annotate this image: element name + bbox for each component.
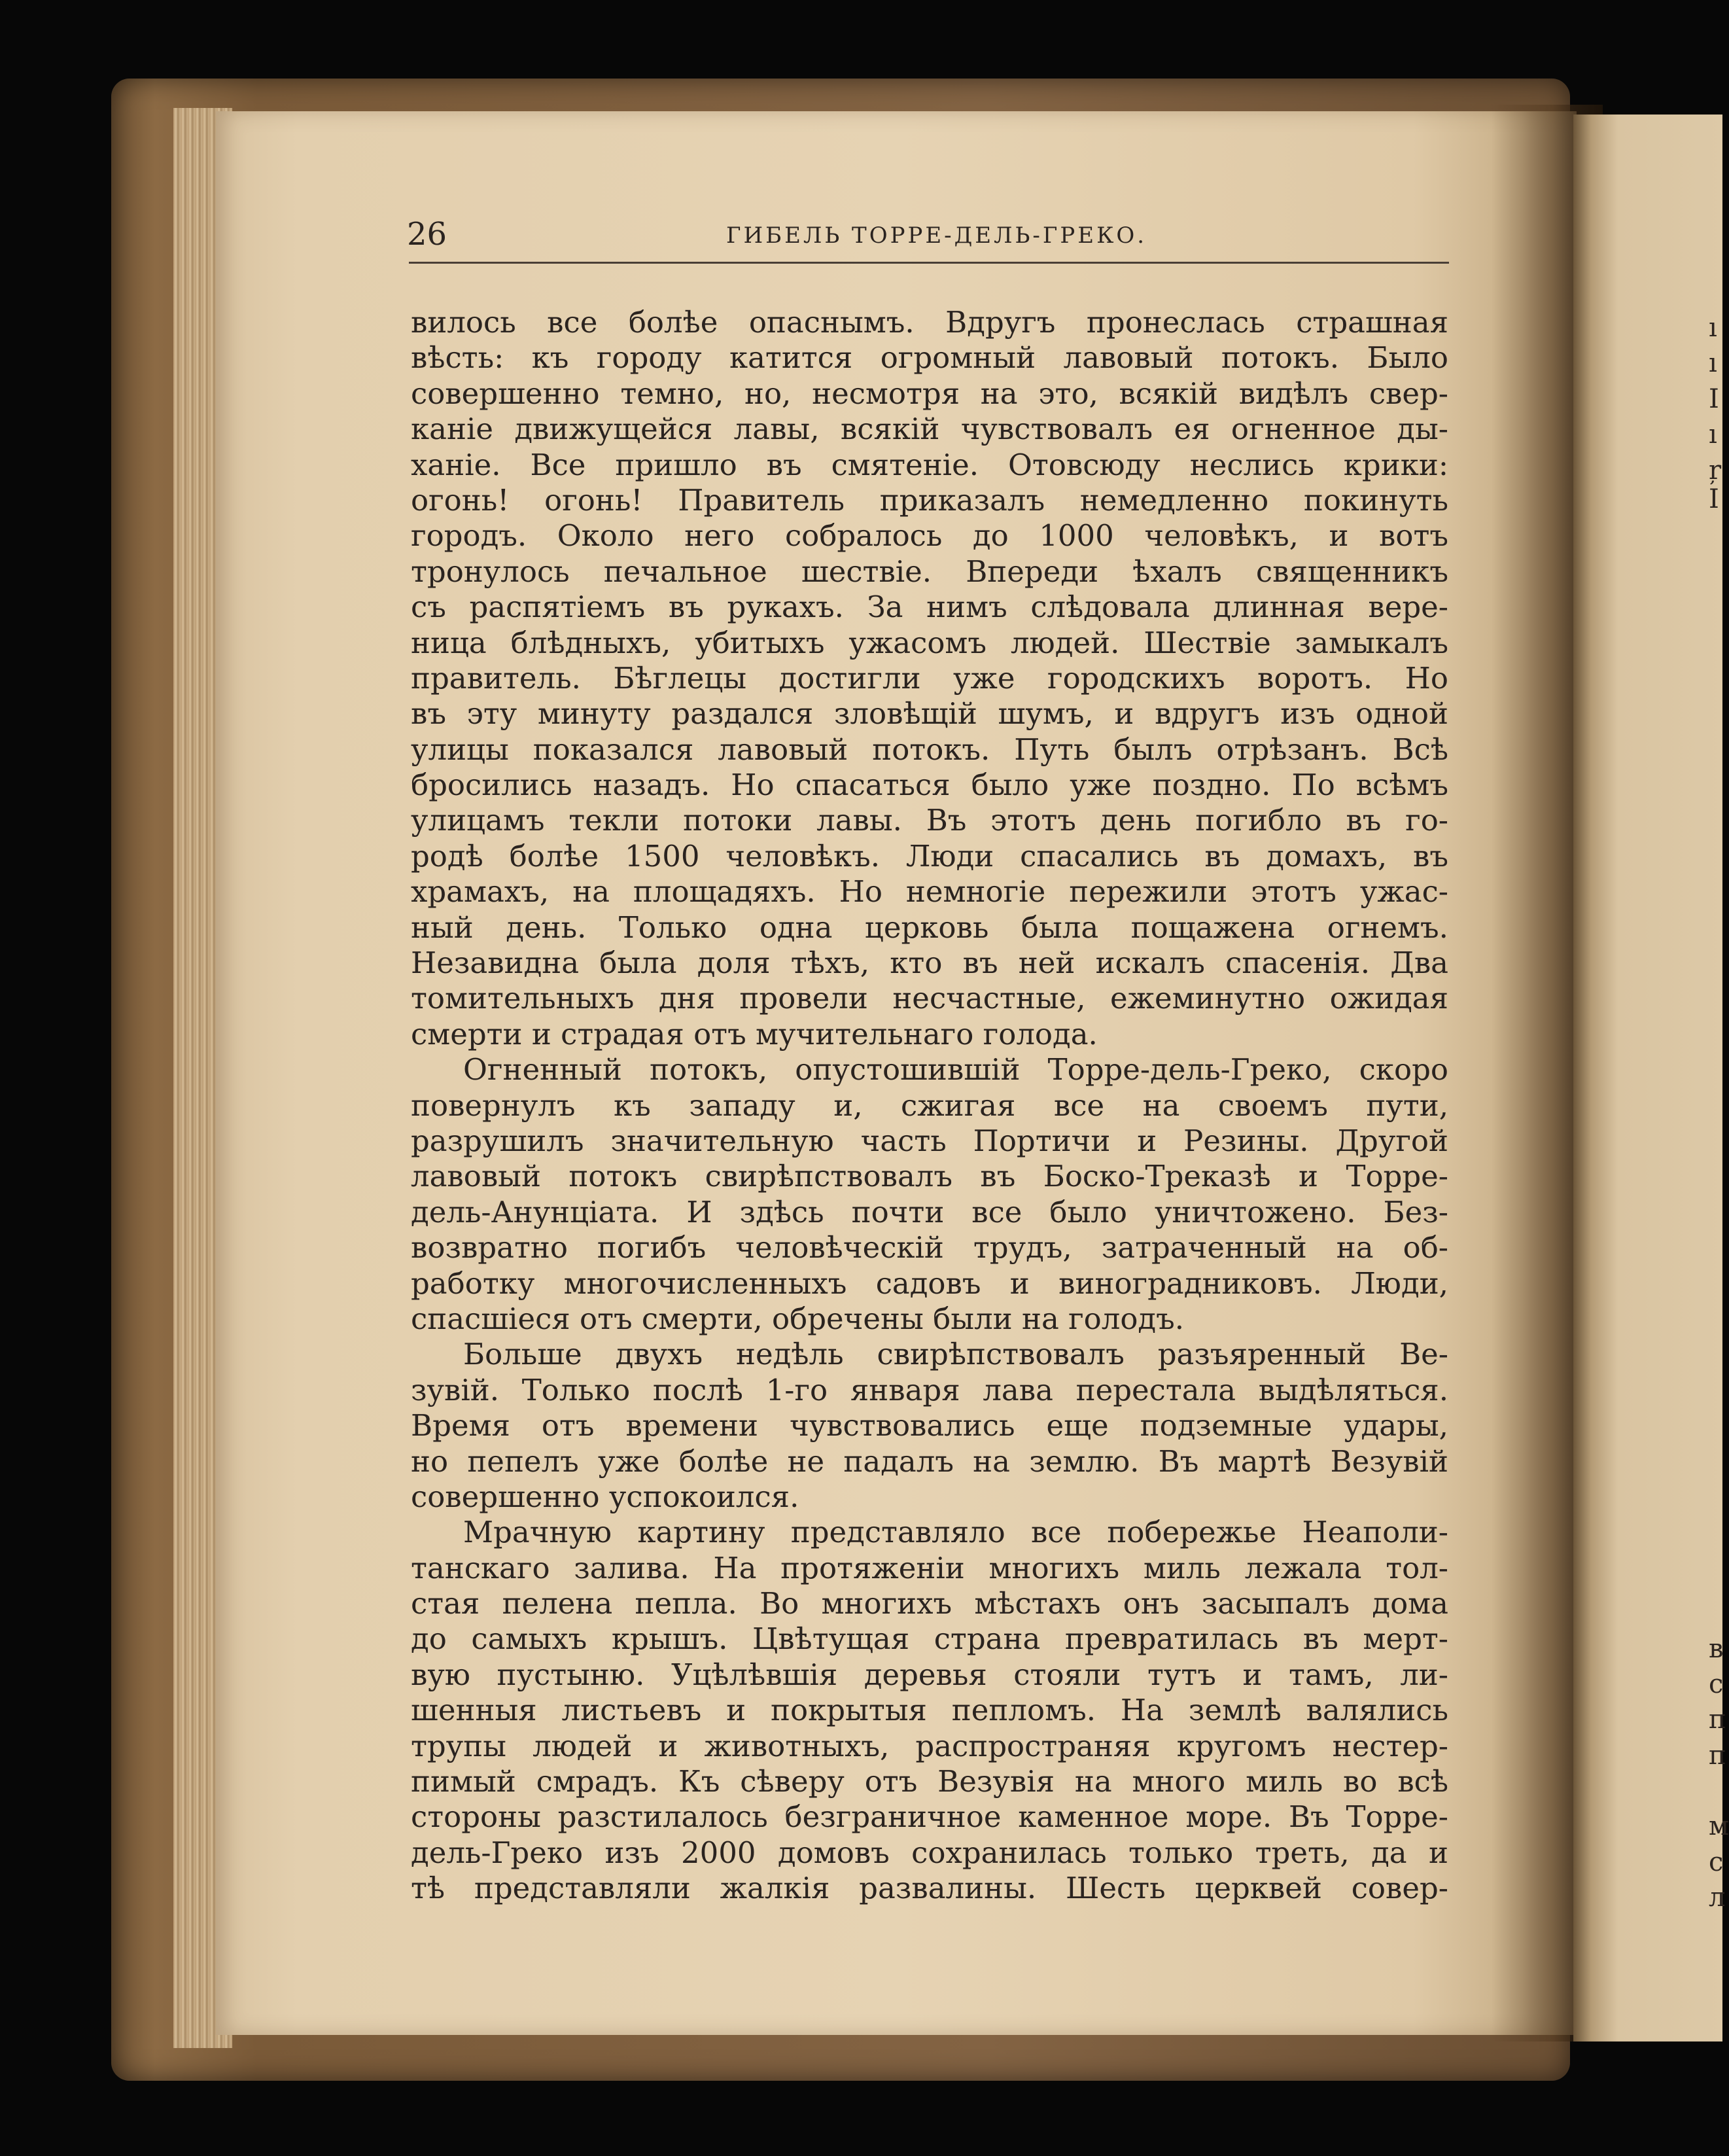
facing-letter: м — [1709, 1811, 1729, 1841]
text-line: огонь! огонь! Правитель приказалъ немедленно покинуть — [411, 482, 1448, 518]
text-line: Время отъ времени чувствовались еще подземные удары, — [411, 1408, 1448, 1443]
text-line: повернулъ къ западу и, сжигая все на своемъ пути, — [411, 1087, 1448, 1123]
text-line: храмахъ, на площадяхъ. Но немногіе пережили этотъ ужас- — [411, 874, 1448, 910]
text-line: спасшіеся отъ смерти, обречены были на голодъ. — [411, 1301, 1185, 1336]
facing-letter: I — [1709, 384, 1719, 414]
text-line: зувій. Только послѣ 1-го января лава перестала выдѣляться. — [411, 1372, 1448, 1407]
text-line: вую пустыню. Уцѣлѣвшія деревья стояли тутъ и тамъ, ли- — [411, 1657, 1448, 1692]
text-line: стороны разстилалось безграничное каменное море. Въ Торре- — [411, 1799, 1448, 1835]
text-line: совершенно успокоился. — [411, 1479, 799, 1514]
running-head: ГИБЕЛЬ ТОРРЕ-ДЕЛЬ-ГРЕКО. — [726, 222, 1147, 249]
text-line: лавовый потокъ свирѣпствовалъ въ Боско-Треказѣ и Торре- — [411, 1159, 1448, 1194]
text-line: бросились назадъ. Но спасаться было уже поздно. По всѣмъ — [411, 768, 1448, 803]
text-line: стая пелена пепла. Во многихъ мѣстахъ онъ засыпалъ дома — [411, 1586, 1448, 1621]
text-line: тронулось печальное шествіе. Впереди ѣхалъ священникъ — [411, 554, 1448, 589]
text-line: родѣ болѣе 1500 человѣкъ. Люди спасались въ домахъ, въ — [411, 838, 1448, 874]
text-line: городъ. Около него собралось до 1000 человѣкъ, и вотъ — [411, 518, 1448, 554]
text-line: съ распятіемъ въ рукахъ. За нимъ слѣдовала длинная вере- — [411, 590, 1448, 625]
text-line: совершенно темно, но, несмотря на это, всякій видѣлъ свер- — [411, 376, 1448, 411]
text-line: Незавидна была доля тѣхъ, кто въ ней искалъ спасенія. Два — [411, 945, 1448, 981]
text-line: въ эту минуту раздался зловѣщій шумъ, и вдругъ изъ одной — [411, 696, 1448, 732]
text-line: до самыхъ крышъ. Цвѣтущая страна превратилась въ мерт- — [411, 1621, 1448, 1657]
text-line: ный день. Только одна церковь была пощажена огнемъ. — [411, 910, 1448, 945]
facing-letter: ŗ — [1709, 455, 1722, 486]
text-line: разрушилъ значительную часть Портичи и Резины. Другой — [411, 1123, 1448, 1158]
facing-letter: ı — [1709, 348, 1717, 378]
text-line: вилось все болѣе опаснымъ. Вдругъ пронеслась страшная — [411, 305, 1448, 340]
facing-letter: п — [1709, 1705, 1726, 1735]
facing-letter: с — [1709, 1669, 1724, 1699]
text-line: ница блѣдныхъ, убитыхъ ужасомъ людей. Шествіе замыкалъ — [411, 625, 1448, 660]
text-line: работку многочисленныхъ садовъ и виноградниковъ. Люди, — [411, 1265, 1448, 1301]
text-line: правитель. Бѣглецы достигли уже городскихъ воротъ. Но — [411, 660, 1448, 696]
text-line: тѣ представляли жалкія развалины. Шесть церквей совер- — [411, 1871, 1448, 1906]
text-line: каніе движущейся лавы, всякій чувствовалъ ея огненное ды- — [411, 412, 1448, 447]
text-line: трупы людей и животныхъ, распространяя кругомъ нестер- — [411, 1728, 1448, 1763]
facing-letter: ı — [1709, 313, 1717, 343]
text-line: Больше двухъ недѣль свирѣпствовалъ разъяренный Ве- — [463, 1337, 1448, 1372]
facing-letter: ı — [1709, 419, 1717, 450]
text-line: смерти и страдая отъ мучительнаго голода. — [411, 1016, 1098, 1051]
text-line: возвратно погибъ человѣческій трудъ, затраченный на об- — [411, 1230, 1448, 1265]
text-line: но пепелъ уже болѣе не падалъ на землю. Въ мартѣ Везувій — [411, 1443, 1448, 1479]
facing-letter: в — [1709, 1634, 1724, 1664]
text-line: Огненный потокъ, опустошившій Торре-дель-Греко, скоро — [463, 1052, 1448, 1087]
header-rule — [409, 262, 1449, 264]
text-line: ханіе. Все пришло въ смятеніе. Отовсюду неслись крики: — [411, 447, 1448, 482]
page-number: 26 — [407, 216, 447, 253]
text-line: Мрачную картину представляло все побережье Неаполи- — [463, 1515, 1448, 1550]
facing-letter: с — [1709, 1847, 1724, 1877]
text-line: вѣсть: къ городу катится огромный лавовый потокъ. Было — [411, 340, 1448, 376]
text-line: улицы показался лавовый потокъ. Путь былъ отрѣзанъ. Всѣ — [411, 732, 1448, 767]
facing-page — [1573, 115, 1722, 2041]
body-text — [411, 305, 1448, 1907]
text-line: дель-Греко изъ 2000 домовъ сохранилась только треть, да и — [411, 1835, 1448, 1870]
text-line: пимый смрадъ. Къ сѣверу отъ Везувія на много миль во всѣ — [411, 1764, 1448, 1799]
text-line: улицамъ текли потоки лавы. Въ этотъ день погибло въ го- — [411, 803, 1448, 838]
text-line: танскаго залива. На протяженіи многихъ миль лежала тол- — [411, 1550, 1448, 1585]
text-line: шенныя листьевъ и покрытыя пепломъ. На землѣ валялись — [411, 1693, 1448, 1728]
facing-letter: л — [1709, 1882, 1726, 1913]
text-line: томительныхъ дня провели несчастные, ежеминутно ожидая — [411, 981, 1448, 1016]
facing-letter: I — [1709, 484, 1719, 514]
facing-letter: п — [1709, 1741, 1726, 1771]
text-line: дель-Анунціата. И здѣсь почти все было уничтожено. Без- — [411, 1194, 1448, 1229]
